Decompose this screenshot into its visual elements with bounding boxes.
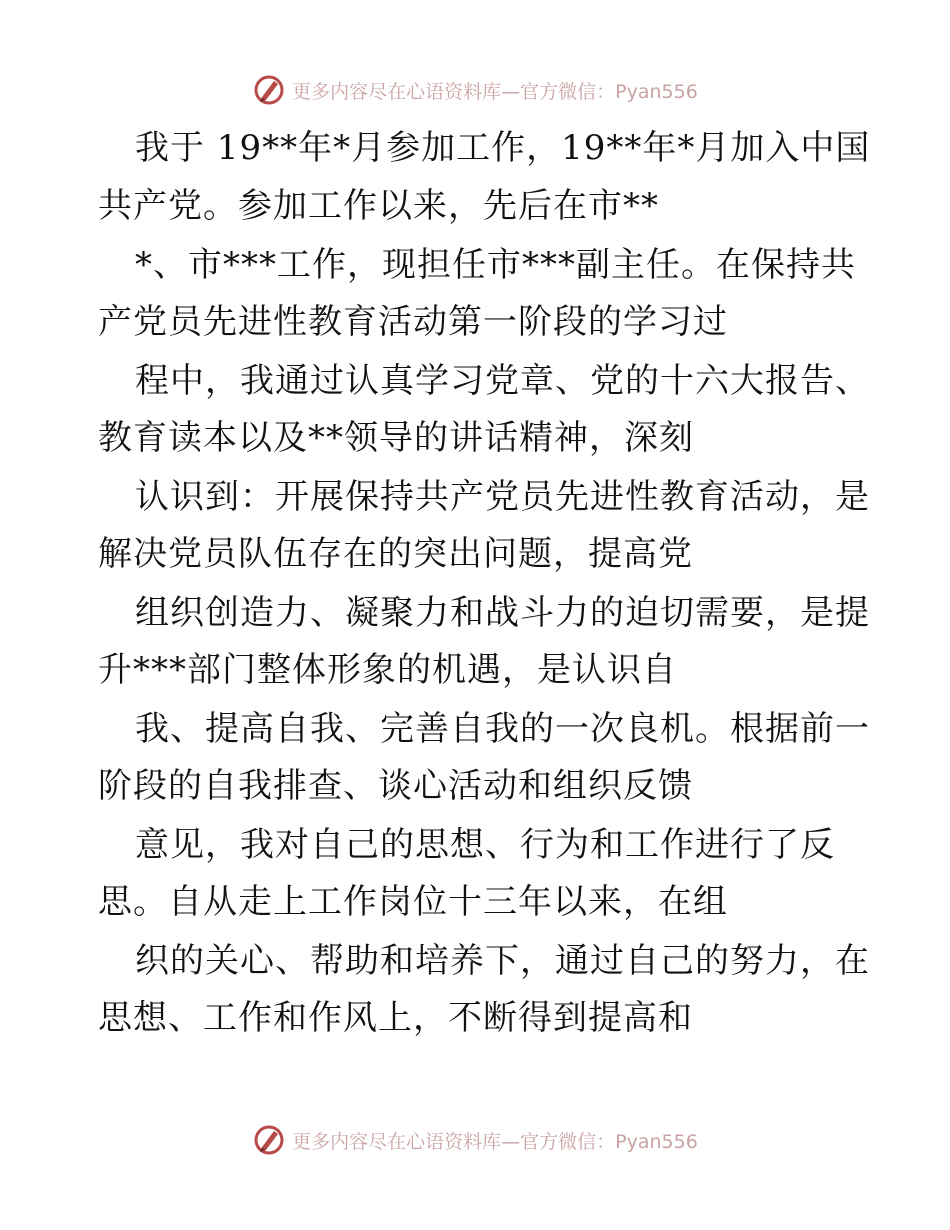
text-line: 我、提高自我、完善自我的一次良机。根据前一: [135, 709, 870, 749]
text-line: 思想、工作和作风上，不断得到提高和: [98, 998, 693, 1038]
watermark-header: [0, 70, 950, 110]
watermark-text: 更多内容尽在心语资料库—官方微信：Pyan556: [292, 1130, 698, 1153]
pen-logo-icon: [252, 73, 286, 107]
text-line: 阶段的自我排查、谈心活动和组织反馈: [98, 766, 693, 806]
text-line: 思。自从走上工作岗位十三年以来，在组: [98, 882, 728, 922]
text-line: 产党员先进性教育活动第一阶段的学习过: [98, 302, 728, 342]
text-line: 共产党。参加工作以来，先后在市**: [98, 186, 659, 226]
text-line: *、市***工作，现担任市***副主任。在保持共: [135, 245, 856, 285]
text-line: 认识到：开展保持共产党员先进性教育活动，是: [135, 477, 870, 517]
text-line: 组织创造力、凝聚力和战斗力的迫切需要，是提: [135, 593, 870, 633]
text-line: 程中，我通过认真学习党章、党的十六大报告、: [135, 361, 870, 401]
text-line: 升***部门整体形象的机遇，是认识自: [98, 650, 677, 690]
watermark-text: 更多内容尽在心语资料库—官方微信：Pyan556: [292, 80, 698, 103]
watermark-footer: [0, 1120, 950, 1160]
text-line: 解决党员队伍存在的突出问题，提高党: [98, 534, 693, 574]
text-line: 教育读本以及**领导的讲话精神，深刻: [98, 418, 694, 458]
text-line: 我于 19**年*月参加工作，19**年*月加入中国: [135, 128, 871, 168]
pen-logo-icon: [252, 1123, 286, 1157]
text-line: 织的关心、帮助和培养下，通过自己的努力，在: [135, 941, 870, 981]
text-line: 意见，我对自己的思想、行为和工作进行了反: [135, 825, 835, 865]
